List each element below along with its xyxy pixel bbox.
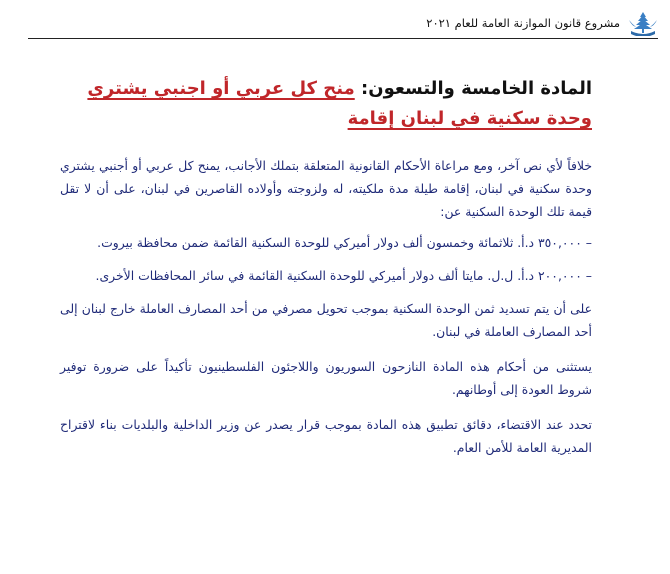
paragraph: – ٢٠٠,٠٠٠ د.أ. ل.ل. مايتا ألف دولار أميركي للوحدة السكنية القائمة في سائر المحافظات الأخرى. [95,268,592,283]
page-header [28,8,658,39]
header-title: مشروع قانون الموازنة العامة للعام ٢٠٢١ [426,16,620,30]
article-heading [62,74,592,134]
paragraph: – ٣٥٠,٠٠٠ د.أ. ثلاثمائة وخمسون ألف دولار أميركي للوحدة السكنية القائمة ضمن محافظة بيروت. [97,235,592,250]
paragraph: تحدد عند الاقتضاء، دقائق تطبيق هذه المادة بموجب قرار يصدر عن وزير الداخلية والبلديات بناء لاقتراح المديرية العامة للأمن العام. [60,417,592,455]
article-label: المادة الخامسة والتسعون: [361,78,592,99]
article-body [60,154,592,471]
paragraph: خلافاً لأي نص آخر، ومع مراعاة الأحكام القانونية المتعلقة بتملك الأجانب، يمنح كل عربي أو أجنبي يشتري وحدة سكنية في لبنان، إقامة طيلة مدة ملكيته، له ولزوجته وأولاده القاصرين في لبنان، على أن لا تقل قيمة تلك الوحدة السكنية عن: [60,158,592,219]
paragraph: على أن يتم تسديد ثمن الوحدة السكنية بموجب تحويل مصرفي من أحد المصارف العاملة خارج لبنان إلى أحد المصارف العاملة في لبنان. [60,301,592,339]
lebanese-republic-emblem-icon [628,10,658,36]
paragraph: يستثنى من أحكام هذه المادة النازحون السوريون واللاجئون الفلسطينيون تأكيداً على ضرورة توفير شروط العودة إلى أوطانهم. [60,359,592,397]
article-title: منح كل عربي أو اجنبي يشتري وحدة سكنية في لبنان إقامة [87,78,592,129]
